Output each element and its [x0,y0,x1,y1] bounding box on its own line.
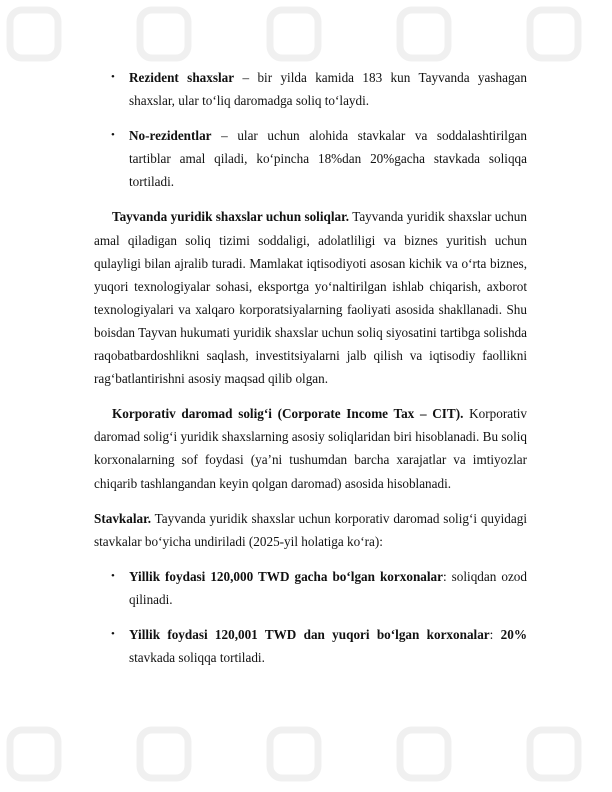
corporate-tax-text: Tayvanda yuridik shaxslar uchun amal qiladigan soliq tizimi soddaligi, adolatliligi va biznes yuritish uchun qulayligi bilan ajralib turadi. Mamlakat iqtisodiyoti asosan kichik va o‘rta biznes, yuqori texnologiyalar sohasi, eksportga yo‘naltirilgan ishlab chiqarish, axborot texnologiyalari va xalqaro korporatsiyalarning faoliyati asosida shakllanadi. Shu boisdan Tayvan hukumati yuridik shaxslar uchun soliq siyosatini tartibga solishda raqobatbardoshlikni saqlash, investitsiyalarni jalb qilish va iqtisodiy faollikni rag‘batlantirishni asosiy maqsad qilib olgan. [94,209,527,387]
rates-text: Tayvanda yuridik shaxslar uchun korporativ daromad solig‘i quyidagi stavkalar bo‘yicha undiriladi (2025-yil holatiga ko‘ra): [94,510,527,549]
cit-paragraph [94,402,527,494]
bullet-glyph: • [111,129,115,142]
rate-term: Yillik foydasi 120,001 TWD dan yuqori bo‘lgan korxonalar [129,626,490,642]
bullet-term: Rezident shaxslar [129,70,235,85]
corporate-tax-heading: Tayvanda yuridik shaxslar uchun soliqlar. [112,209,350,225]
list-item [94,623,527,669]
bullet-glyph: • [111,627,115,640]
cit-heading: Korporativ daromad solig‘i (Corporate Income Tax – CIT). [112,406,464,422]
rate-term: Yillik foydasi 120,000 TWD gacha bo‘lgan korxonalar [129,568,443,584]
bullet-term: No-rezidentlar [129,128,212,144]
rate-text: soliqdan ozod qilinadi. [129,568,527,607]
bullet-text: – ular uchun alohida stavkalar va soddalashtirilgan tartiblar amal qiladi, ko‘pincha 18%dan 20%gacha stavkada soliqqa tortiladi. [129,128,527,190]
rate-text: stavkada soliqqa tortiladi. [129,650,265,666]
cit-text: Korporativ daromad solig‘i yuridik shaxslarning asosiy soliqlaridan biri hisoblanadi. Bu soliq korxonalarning sof foydasi (ya’ni tushumdan barcha xarajatlar va imtiyozlar chiqarib tashlangandan keyin qolgan daromad) asosida hisoblanadi. [94,406,527,491]
corporate-tax-paragraph [94,205,527,390]
rates-heading: Stavkalar. [94,510,152,526]
rate-separator: : [489,626,501,642]
list-item [94,66,527,112]
list-item [94,565,527,611]
rates-list [94,565,527,669]
rate-separator: : [442,568,447,584]
bullet-glyph: • [111,569,115,582]
rate-value: 20% [500,626,527,642]
bullet-glyph: • [111,71,115,83]
rates-paragraph [94,507,527,553]
document-page [94,66,527,681]
bullet-text: – bir yilda kamida 183 kun Tayvanda yashagan shaxslar, ular to‘liq daromadga soliq to‘laydi. [129,70,527,109]
residency-list [94,66,527,193]
list-item [94,124,527,193]
